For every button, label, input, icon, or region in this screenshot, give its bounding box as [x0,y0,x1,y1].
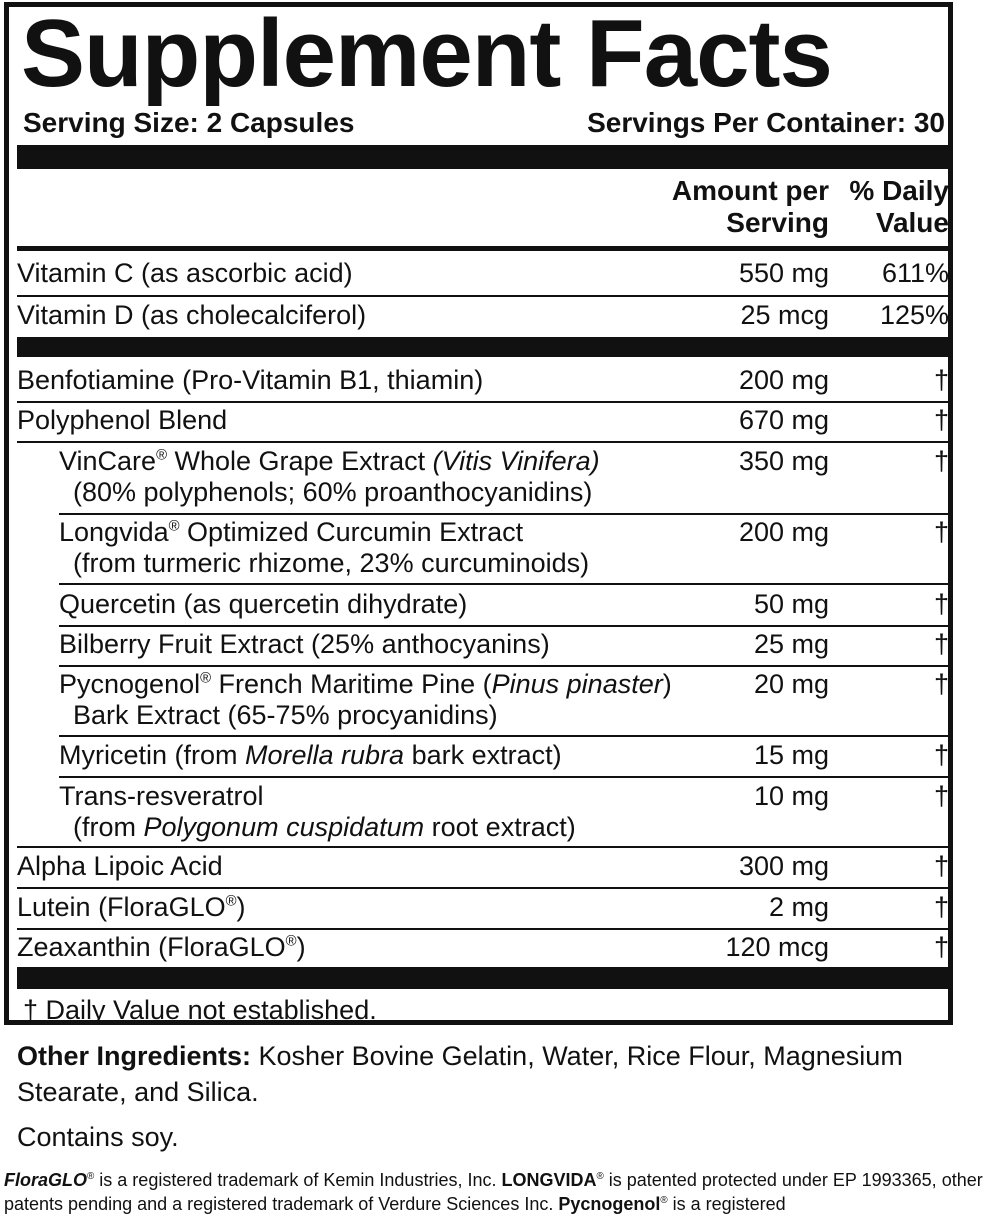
row-divider [59,625,949,627]
panel-title: Supplement Facts [21,0,832,107]
row-divider [59,776,949,778]
daily-value-footnote: † Daily Value not established. [23,995,377,1025]
row-divider [17,928,949,930]
thick-divider-top [17,145,949,169]
row-divider [59,735,949,737]
row-divider [59,583,949,585]
servings-per-container: Servings Per Container: 30 [587,107,945,138]
row-divider [17,401,949,403]
row-divider [17,295,949,297]
supplement-facts-panel: Supplement Facts Serving Size: 2 Capsules Servings Per Container: 30 Amount per Serving % Daily Value Vitamin C (as ascorbic acid) 550 mg 611% Vitamin D (as cholecalciferol) 25 mcg 125% Benfotiamine (Pro-Vitamin B1, thiamin) 200 mg † Polyphenol Blend 670 mg † VinCare® Whole Grape Extract (Vitis Vinifera) (80% polyphenols; 60% proanthocyanidins) 350 mg † Longvida® Optimized Curcumin Extract (from turmeric rhizome, 23% curcuminoids) 200 mg † Quercetin (as quercetin dihydrate) 50 mg † Bilberry Fruit Extract (25% anthocyanins) 25 mg † Pycnogenol® French Maritime Pine (Pinus pinaster) Bark Extract (65-75% procyanidins) 20 mg † Myricetin (from Morella rubra bark extract) 15 mg † Trans-resveratrol (from Polygonum cuspidatum root extract) 10 mg † Alpha Lipoic Acid 300 mg † Lutein (FloraGLO®) 2 mg † Zeaxanthin (FloraGLO®) 120 mcg † † Daily Value not established. [4,2,953,1025]
other-ingredients: Other Ingredients: Kosher Bovine Gelatin, Water, Rice Flour, Magnesium Stearate, and Silica. [17,1041,903,1107]
row-divider [59,513,949,515]
allergen-statement: Contains soy. [17,1122,179,1152]
header-amount-per-serving: Amount per Serving [671,175,829,239]
serving-size: Serving Size: 2 Capsules [23,107,355,138]
thick-divider-mid [17,337,949,357]
header-daily-value: % Daily Value [849,175,949,239]
row-divider [17,441,949,443]
row-divider [17,887,949,889]
row-divider [59,665,949,667]
row-divider [17,846,949,848]
thick-divider-bottom [17,967,949,989]
trademark-notice: FloraGLO® is a registered trademark of Kemin Industries, Inc. LONGVIDA® is patented protected under EP 1993365, other patents pending and a registered trademark of Verdure Sciences Inc. Pycnogenol® is a registered [4,1170,983,1214]
header-divider [17,246,949,251]
